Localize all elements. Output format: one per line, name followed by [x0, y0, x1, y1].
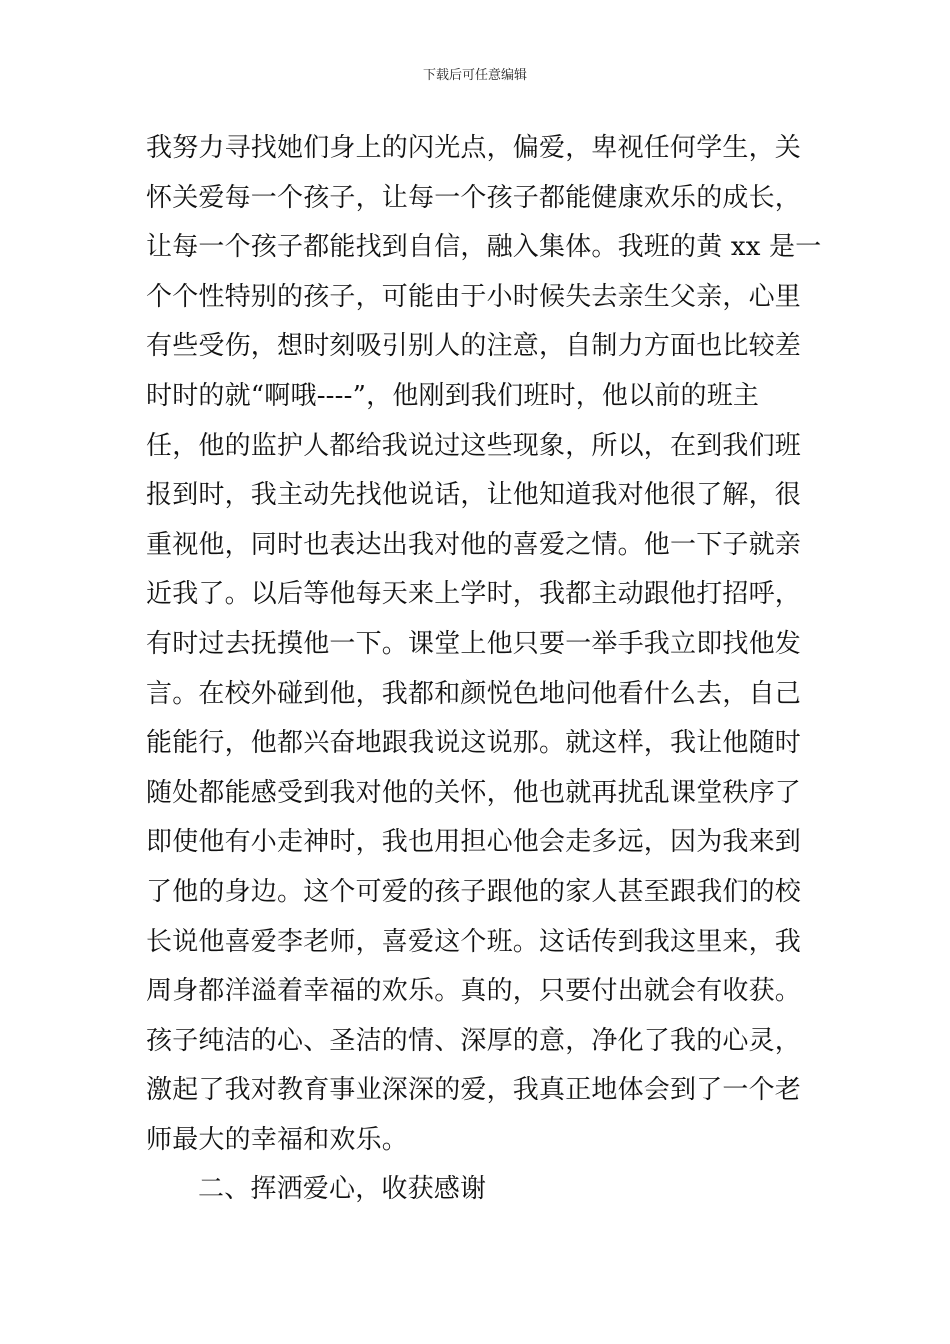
body-line: 师最大的幸福和欢乐。 — [146, 1124, 409, 1155]
body-line: 时时的就“啊哦----”，他刚到我们班时，他以前的班主 — [146, 380, 760, 411]
body-line: 有些受伤，想时刻吸引别人的注意，自制力方面也比较差 — [146, 331, 802, 362]
body-line: 即使他有小走神时，我也用担心他会走多远，因为我来到 — [146, 827, 802, 858]
body-line: 有时过去抚摸他一下。课堂上他只要一举手我立即找他发 — [146, 628, 802, 659]
body-line: 近我了。以后等他每天来上学时，我都主动跟他打招呼， — [146, 579, 802, 610]
body-line: 周身都洋溢着幸福的欢乐。真的，只要付出就会有收获。 — [146, 976, 802, 1007]
body-line: 能能行，他都兴奋地跟我说这说那。就这样，我让他随时 — [146, 728, 802, 759]
body-line: 报到时，我主动先找他说话，让他知道我对他很了解，很 — [146, 480, 802, 511]
body-line: 长说他喜爱李老师，喜爱这个班。这话传到我这里来，我 — [146, 926, 802, 957]
document-body — [146, 124, 822, 1215]
body-line: 让每一个孩子都能找到自信，融入集体。我班的黄 xx 是一 — [146, 232, 822, 263]
body-line: 孩子纯洁的心、圣洁的情、深厚的意，净化了我的心灵， — [146, 1025, 802, 1056]
section-heading: 二、挥洒爱心，收获感谢 — [198, 1174, 487, 1205]
body-line: 随处都能感受到我对他的关怀，他也就再扰乱课堂秩序了 — [146, 777, 802, 808]
body-line: 任，他的监护人都给我说过这些现象，所以，在到我们班 — [146, 430, 802, 461]
body-line: 重视他，同时也表达出我对他的喜爱之情。他一下子就亲 — [146, 529, 802, 560]
body-line: 个个性特别的孩子，可能由于小时候失去亲生父亲，心里 — [146, 281, 802, 312]
body-line: 了他的身边。这个可爱的孩子跟他的家人甚至跟我们的校 — [146, 876, 802, 907]
body-line: 我努力寻找她们身上的闪光点，偏爱，卑视任何学生，关 — [146, 133, 802, 163]
body-line: 怀关爱每一个孩子，让每一个孩子都能健康欢乐的成长， — [146, 182, 802, 213]
body-line: 言。在校外碰到他，我都和颜悦色地问他看什么去，自己 — [146, 678, 802, 709]
page-header: 下载后可任意编辑 — [422, 68, 527, 83]
body-line: 激起了我对教育事业深深的爱，我真正地体会到了一个老 — [146, 1075, 802, 1106]
